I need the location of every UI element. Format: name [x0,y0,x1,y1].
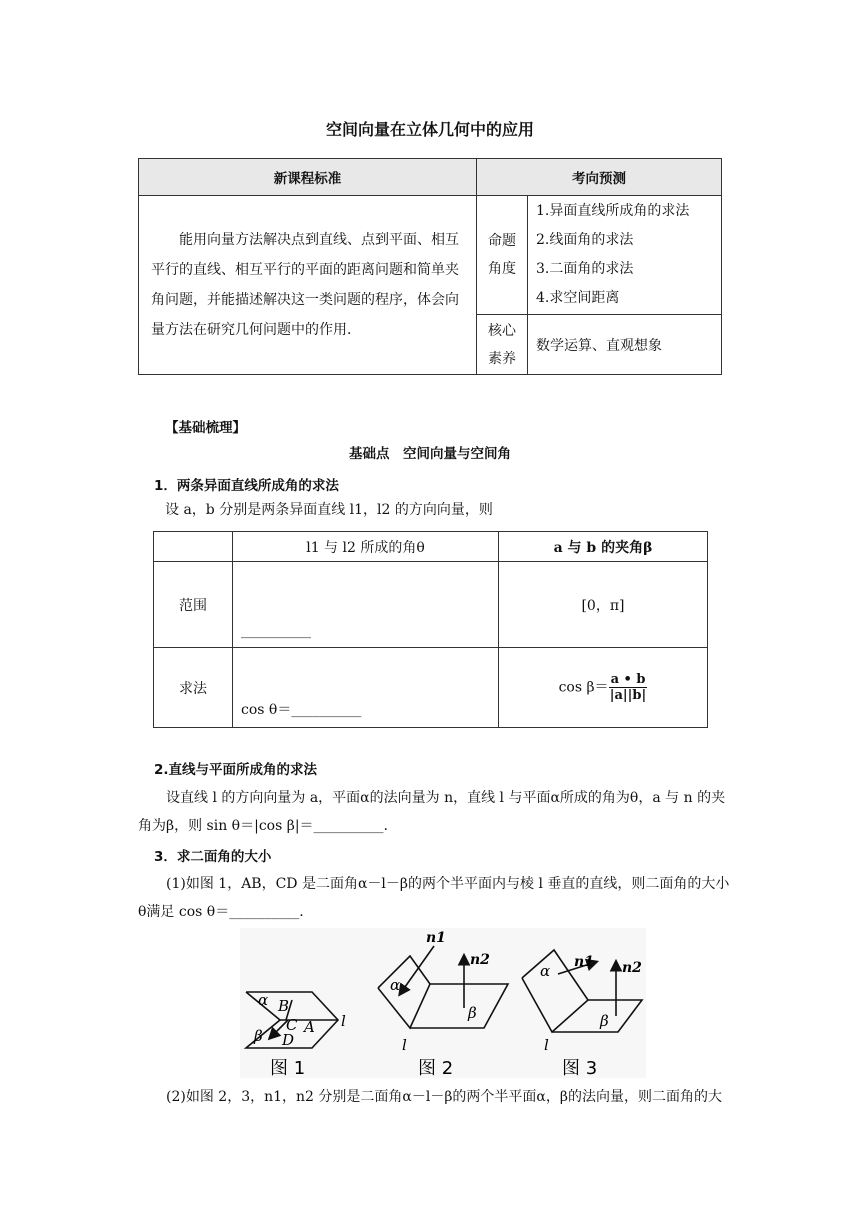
range-theta-blank: __________ [233,562,499,648]
item2-title: 2.直线与平面所成角的求法 [154,762,318,778]
fig2-alpha: α [390,976,401,994]
fig2-n2: n2 [470,952,490,968]
range-label: 范围 [154,562,233,648]
beta-header: a 与 b 的夹角β [499,532,708,562]
standards-table [138,158,722,375]
directions-list [528,196,722,315]
fig1-B: B [278,997,290,1015]
angle-table [153,531,708,728]
standard-text: 能用向量方法解决点到直线、点到平面、相互平行的直线、相互平行的平面的距离问题和简单夹角问题，并能描述解决这一类问题的程序，体会向量方法在研究几何问题中的作用. [139,196,477,375]
subsection-header: 基础点 空间向量与空间角 [349,446,511,462]
fig3-l: l [544,1036,549,1054]
direction-item: 1.异面直线所成角的求法 [536,203,690,219]
fig3-n2: n2 [622,960,642,976]
fig3-n1: n1 [574,954,594,970]
item3-text2: (2)如图 2，3，n1，n2 分别是二面角α－l－β的两个半平面α，β的法向量，则二面角的大 [166,1089,722,1105]
fig2-caption: 图 2 [418,1058,454,1078]
item3-text1: (1)如图 1，AB，CD 是二面角α－l－β的两个半平面内与棱 l 垂直的直线，则二面角的大小θ满足 cos θ＝__________. [138,876,730,920]
method-label: 求法 [154,648,233,728]
directions-header: 考向预测 [477,159,722,196]
fig2-beta: β [468,1004,477,1022]
section-header: 【基础梳理】 [165,420,246,436]
standards-header: 新课程标准 [139,159,477,196]
method-theta: cos θ＝__________ [233,648,499,728]
direction-item: 2.线面角的求法 [536,232,634,248]
fig2-n1: n1 [426,930,446,946]
item1-title: 1．两条异面直线所成角的求法 [154,478,339,494]
fig3-beta: β [600,1012,609,1030]
core-literacy: 数学运算、直观想象 [528,315,722,375]
fig1-caption: 图 1 [270,1058,306,1078]
direction-item: 3.二面角的求法 [536,261,634,277]
core-label: 核心 素养 [477,315,528,375]
item2-text: 设直线 l 的方向向量为 a，平面α的法向量为 n，直线 l 与平面α所成的角为θ，a 与 n 的夹角为β，则 sin θ＝|cos β|＝__________. [138,790,726,834]
blank-cell [154,532,233,562]
fig3-alpha: α [540,962,551,980]
angle-label: 命题 角度 [477,196,528,315]
fig2-l: l [402,1036,407,1054]
direction-item: 4.求空间距离 [536,290,620,306]
theta-header: l1 与 l2 所成的角θ [233,532,499,562]
fig3-caption: 图 3 [562,1058,598,1078]
fraction: $\frac{a • b}{|a||b|}$ [609,672,647,703]
page-title: 空间向量在立体几何中的应用 [325,120,534,139]
item3-title: 3．求二面角的大小 [154,849,272,865]
item1-intro: 设 a，b 分别是两条异面直线 l1，l2 的方向向量，则 [165,502,493,518]
fig1-C: C [286,1016,298,1034]
fig1-l: l [341,1012,346,1030]
fig1-A: A [304,1018,315,1036]
dihedral-figure [240,928,646,1078]
fig1-alpha: α [258,991,269,1009]
range-beta: [0，π] [499,562,708,648]
fig1-beta: β [254,1027,263,1045]
fig1-D: D [282,1031,295,1049]
method-beta: cos β＝ $\frac{a • b}{|a||b|}$ [499,648,708,728]
